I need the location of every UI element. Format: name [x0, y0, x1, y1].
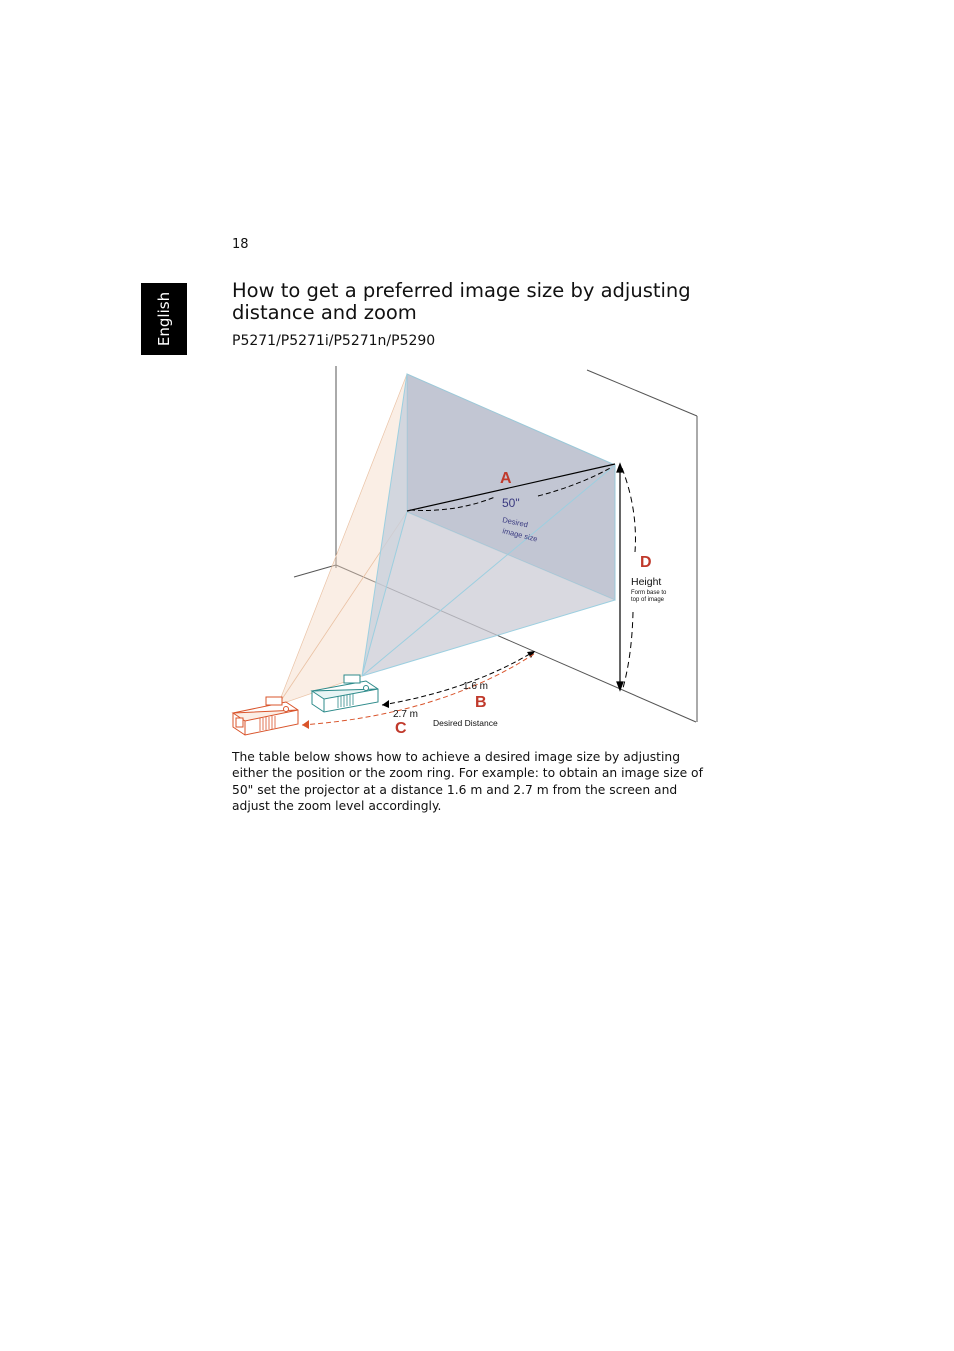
- image-size-caption-2: image size: [501, 526, 539, 544]
- body-paragraph: The table below shows how to achieve a desired image size by adjusting either the position or the zoom ring. For example: to obtain an image size of 50" set the projector at a distance 1.6 m and 2.7 m from the screen and adjust the zoom level accordingly.: [232, 750, 703, 813]
- language-tab: [141, 283, 187, 355]
- height-label: Height: [631, 576, 662, 588]
- page-number: 18: [232, 237, 249, 252]
- model-subtitle: P5271/P5271i/P5271n/P5290: [232, 333, 436, 349]
- label-d: D: [640, 554, 652, 571]
- height-arrow: [617, 464, 623, 690]
- height-caption-2: top of image: [631, 597, 665, 603]
- distance-caption: Desired Distance: [433, 718, 498, 728]
- image-size-value: 50": [502, 496, 520, 510]
- label-b: B: [475, 694, 487, 711]
- language-tab-label: English: [155, 291, 173, 347]
- image-size-caption-1: Desired: [501, 515, 529, 530]
- height-dimension-upper: [622, 468, 635, 552]
- far-distance-arrowhead: [302, 720, 309, 729]
- height-caption-1: Form base to: [631, 590, 667, 596]
- page-title: How to get a preferred image size by adjusting distance and zoom: [232, 279, 691, 324]
- label-c: C: [395, 720, 407, 737]
- projection-diagram: [225, 362, 710, 742]
- distance-far-label: 2.7 m: [393, 709, 419, 720]
- label-a: A: [500, 470, 512, 487]
- height-dimension-lower: [623, 612, 633, 688]
- far-projector-icon: [233, 697, 298, 735]
- near-distance-arrowhead-left: [382, 700, 389, 708]
- distance-near-label: 1.6 m: [463, 681, 489, 692]
